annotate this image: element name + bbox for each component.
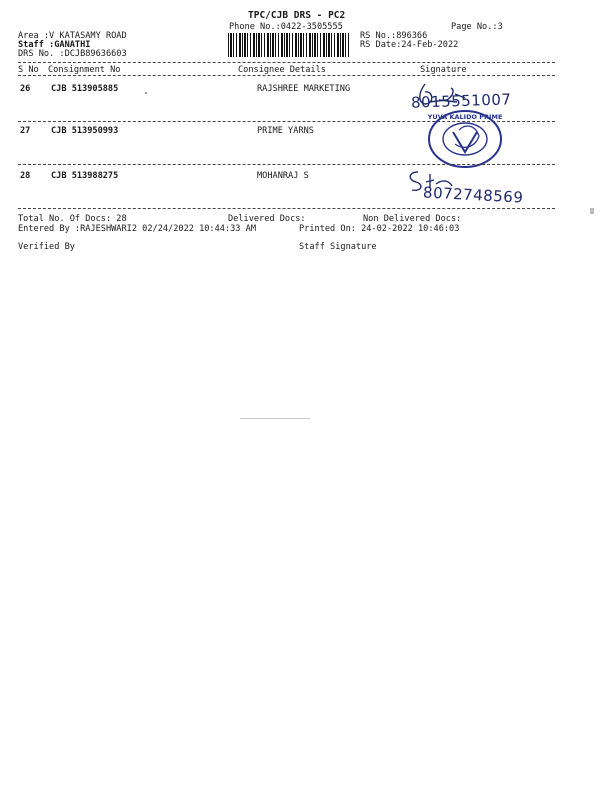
stamp-text: YUVA KALIDO PRIME [427,113,503,121]
document-title: TPC/CJB DRS - PC2 [248,10,346,21]
column-sno: S No [18,65,39,75]
row-28-consignment: CJB 513988275 [51,171,119,181]
total-docs: Total No. Of Docs: 28 [18,214,127,224]
verified-by: Verified By [18,242,75,252]
row-28-sno: 28 [20,171,31,181]
phone-number: Phone No.:0422-3505555 [229,22,343,32]
row-26-sno: 26 [20,84,31,94]
row-28-handwritten-number: 8072748569 [422,183,524,207]
delivered-docs: Delivered Docs: [228,214,306,224]
non-delivered-docs: Non Delivered Docs: [363,214,462,224]
scan-speck [145,92,147,94]
column-consignee: Consignee Details [238,65,326,75]
row-27-consignment: CJB 513950993 [51,126,119,136]
divider-top [18,62,555,63]
scan-speck [240,418,310,419]
drs-number: DRS No. :DCJB89636603 [18,49,127,59]
printed-on: Printed On: 24-02-2022 10:46:03 [299,224,460,234]
row-27-consignee: PRIME YARNS [257,126,314,136]
company-stamp [425,108,505,170]
divider-header [18,75,555,76]
row-27-sno: 27 [20,126,31,136]
column-consignment: Consignment No [48,65,121,75]
rs-number: RS No.:896366 [360,31,428,41]
staff-signature: Staff Signature [299,242,377,252]
entered-by: Entered By :RAJESHWARI2 02/24/2022 10:44:33 AM [18,224,256,234]
column-signature: Signature [420,65,467,75]
row-26-consignment: CJB 513905885 [51,84,119,94]
barcode-image [228,33,350,57]
staff-label: Staff :GANATHI [18,40,91,50]
area-label: Area :V KATASAMY ROAD [18,31,127,41]
page-number: Page No.:3 [451,22,503,32]
scan-speck [590,208,594,214]
rs-date: RS Date:24-Feb-2022 [360,40,459,50]
row-28-consignee: MOHANRAJ S [257,171,309,181]
divider-row-27 [18,164,555,165]
row-26-consignee: RAJSHREE MARKETING [257,84,351,94]
divider-bottom [18,208,555,209]
row-26-handwritten-number: 8015551007 [410,90,512,112]
